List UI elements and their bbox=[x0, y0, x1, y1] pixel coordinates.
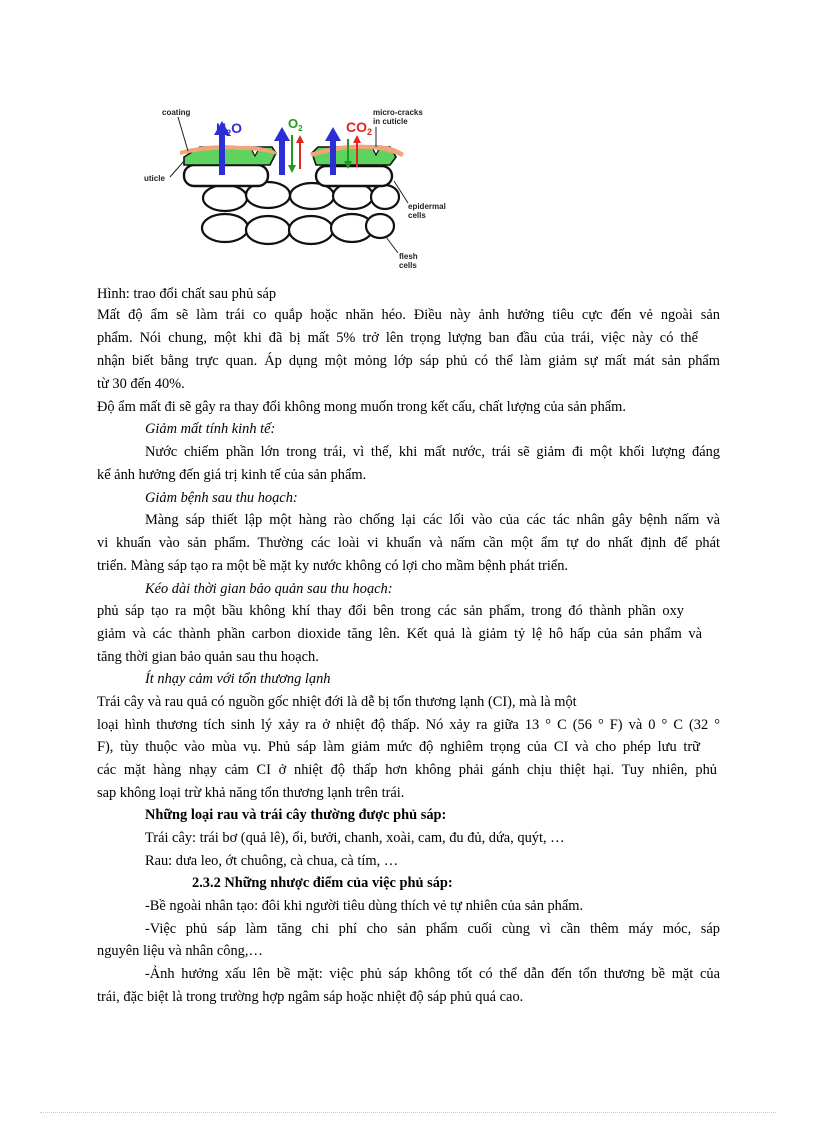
paragraph-line: triển. Màng sáp tạo ra một bề mặt ky nước không có lợi cho mầm bệnh phát triển. bbox=[97, 558, 569, 574]
subheading-postharvest-disease: Giảm bệnh sau thu hoạch: bbox=[145, 490, 298, 506]
coating-diagram bbox=[140, 95, 450, 275]
paragraph-line: phẩm. Nói chung, một khi đã bị mất 5% trở lên trọng lượng ban đầu của trái, việc này có thể bbox=[97, 330, 698, 346]
microcracks-label-line1: micro-cracks bbox=[373, 108, 423, 117]
epidermal-cell bbox=[184, 165, 268, 186]
flesh-label-line1: flesh bbox=[399, 252, 418, 261]
paragraph-line: Màng sáp thiết lập một hàng rào chống lại các lối vào của các tác nhân gây bệnh nấm và bbox=[145, 512, 720, 528]
coating-leader bbox=[178, 117, 188, 151]
paragraph-line: tăng thời gian bảo quản sau thu hoạch. bbox=[97, 649, 319, 665]
subheading-storage-life: Kéo dài thời gian bảo quản sau thu hoạch: bbox=[145, 581, 393, 597]
paragraph-line: kể ảnh hưởng đến giá trị kinh tế của sản phẩm. bbox=[97, 467, 367, 483]
cuticle-label: uticle bbox=[144, 174, 165, 183]
epidermal-cell bbox=[316, 166, 392, 186]
paragraph-line: nhận biết bằng trực quan. Áp dụng một mỏng lớp sáp phủ có thể làm giảm sự mất mát sản phẩm bbox=[97, 353, 720, 369]
epidermal-label-line2: cells bbox=[408, 211, 426, 220]
paragraph-line: trái, đặc biệt là trong trường hợp ngâm sáp hoặc nhiệt độ sáp phủ quá cao. bbox=[97, 989, 524, 1005]
flesh-cell bbox=[371, 185, 399, 209]
co2-label: $CO_2$ bbox=[346, 119, 373, 137]
figure-caption: Hình: trao đổi chất sau phủ sáp bbox=[97, 286, 277, 302]
flesh-cells bbox=[202, 182, 399, 244]
flesh-cell bbox=[203, 185, 247, 211]
epidermal-cells bbox=[184, 165, 392, 186]
paragraph-line: -Ảnh hưởng xấu lên bề mặt: việc phủ sáp không tốt có thể dẫn đến tổn thương bề mặt của bbox=[145, 966, 720, 982]
section-heading-disadvantages: 2.3.2 Những nhược điểm của việc phủ sáp: bbox=[192, 875, 453, 891]
flesh-cell bbox=[289, 216, 333, 244]
paragraph-line: F), tùy thuộc vào mùa vụ. Phủ sáp làm giảm mức độ nghiêm trọng của CI và cho phép lưu trữ bbox=[97, 739, 700, 755]
o2-label: $O_2$ bbox=[288, 116, 303, 133]
paragraph-line: -Việc phủ sáp làm tăng chi phí cho sản phẩm cuối cùng vì cần thêm máy móc, sáp bbox=[145, 921, 720, 937]
paragraph-line: loại hình thương tích sinh lý xảy ra ở nhiệt độ thấp. Nó xảy ra giữa 13 ° C (56 ° F) và 0 ° C (32 ° bbox=[97, 717, 720, 733]
paragraph-line: nguyên liệu và nhân công,… bbox=[97, 943, 263, 959]
flesh-leader bbox=[386, 237, 398, 253]
fruit-list: Trái cây: trái bơ (quả lê), ổi, bưởi, chanh, xoài, cam, đu đủ, dứa, quýt, … bbox=[145, 830, 565, 846]
gas-exchange-figure bbox=[140, 95, 450, 275]
paragraph-line: -Bề ngoài nhân tạo: đôi khi người tiêu dùng thích vẻ tự nhiên của sản phẩm. bbox=[145, 898, 584, 914]
paragraph-line: phủ sáp tạo ra một bầu không khí thay đổi bên trong các sản phẩm, trong đó thành phần oxy bbox=[97, 603, 684, 619]
microcracks-label-line2: in cuticle bbox=[373, 117, 408, 126]
paragraph-line: Nước chiếm phần lớn trong trái, vì thế, khi mất nước, trái sẽ giảm đi một khối lượng đáng bbox=[145, 444, 720, 460]
paragraph-line: vi khuẩn vào sản phẩm. Thường các loài vi khuẩn và nấm cần một ẩm tự do nhất định để phát bbox=[97, 535, 720, 551]
paragraph-line: từ 30 đến 40%. bbox=[97, 376, 185, 392]
coating-label: coating bbox=[162, 108, 191, 117]
paragraph-line: Độ ẩm mất đi sẽ gây ra thay đổi không mong muốn trong kết cấu, chất lượng của sản phẩm. bbox=[97, 399, 626, 415]
flesh-cell bbox=[202, 214, 248, 242]
paragraph-line: sap không loại trừ khả năng tổn thương lạnh trên trái. bbox=[97, 785, 405, 801]
h2o-label: $H_2O$ bbox=[216, 120, 243, 138]
flesh-cell bbox=[246, 216, 290, 244]
epidermal-label-line1: epidermal bbox=[408, 202, 446, 211]
subheading-waxed-produce: Những loại rau và trái cây thường được phủ sáp: bbox=[145, 807, 447, 823]
subheading-chilling-injury: Ít nhạy cảm với tổn thương lạnh bbox=[145, 671, 331, 687]
page-bottom-rule bbox=[40, 1112, 776, 1113]
paragraph-line: các mặt hàng nhạy cảm CI ở nhiệt độ thấp hơn không phải gánh chịu thiệt hại. Tuy nhiên, phủ bbox=[97, 762, 717, 778]
vegetable-list: Rau: dưa leo, ớt chuông, cà chua, cà tím, … bbox=[145, 853, 399, 869]
paragraph-line: Mất độ ẩm sẽ làm trái co quắp hoặc nhăn héo. Điều này ảnh hưởng tiêu cực đến vẻ ngoài sản bbox=[97, 307, 720, 323]
subheading-economic-loss: Giảm mất tính kinh tế: bbox=[145, 421, 276, 437]
flesh-cell bbox=[366, 214, 394, 238]
paragraph-line: Trái cây và rau quả có nguồn gốc nhiệt đới là dễ bị tổn thương lạnh (CI), mà là một bbox=[97, 694, 577, 710]
flesh-label-line2: cells bbox=[399, 261, 417, 270]
cuticle-leader bbox=[170, 161, 184, 177]
paragraph-line: giảm và các thành phần carbon dioxide tăng lên. Kết quả là giảm tỷ lệ hô hấp của sản phẩm và bbox=[97, 626, 702, 642]
